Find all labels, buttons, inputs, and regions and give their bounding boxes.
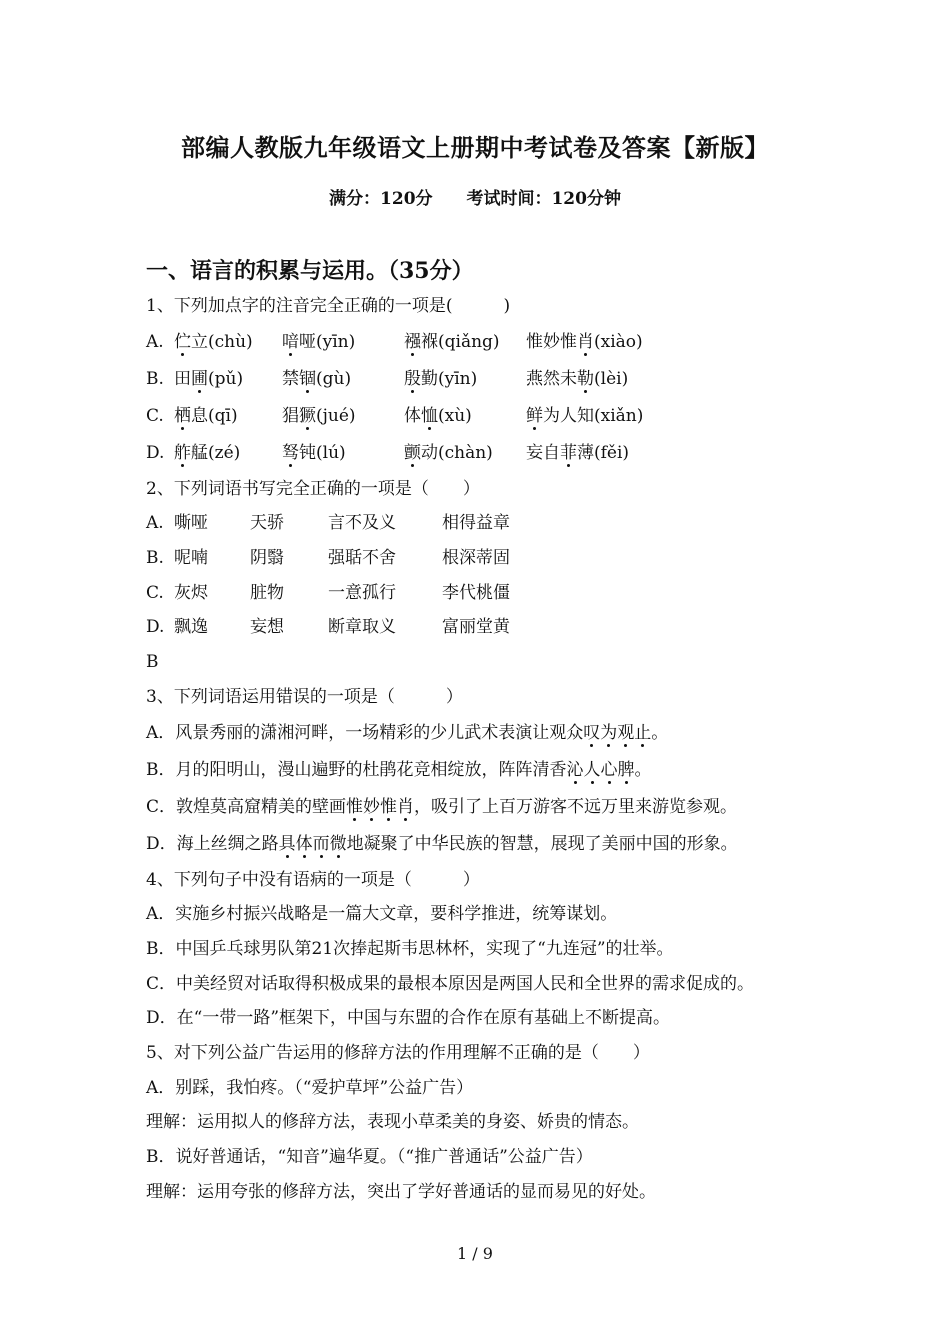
option-item: 喑哑(yīn): [282, 331, 356, 352]
option-item: 燕然未勒(lèi): [526, 368, 629, 389]
q2-option-b: [146, 541, 866, 576]
q2-option-a: [146, 506, 866, 541]
question-2-stem: 2、下列词语书写完全正确的一项是（ ）: [146, 478, 480, 499]
option-item: 伫立(chù): [174, 331, 253, 352]
dotted-word: 而: [312, 833, 330, 854]
option-item: 驽钝(lú): [282, 442, 346, 463]
q3-option-c: [146, 789, 866, 826]
word: 断章取义: [328, 617, 396, 638]
option-label: C.: [146, 582, 164, 603]
q3-option-a: [146, 715, 866, 752]
q3-option-b: [146, 752, 866, 789]
q1-option-d: [146, 435, 866, 472]
q5-explanation-a: 理解：运用拟人的修辞方法，表现小草柔美的身姿、娇贵的情态。: [146, 1112, 639, 1133]
dotted-word: 观: [617, 722, 635, 743]
dotted-word: 人: [583, 759, 601, 780]
question-5-stem: 5、对下列公益广告运用的修辞方法的作用理解不正确的是（ ）: [146, 1042, 650, 1063]
option-text: C．敦煌莫高窟精美的壁画: [146, 796, 347, 817]
exam-info: [0, 184, 950, 209]
option-label: D.: [146, 617, 165, 638]
q4-option-a: A．实施乡村振兴战略是一篇大文章，要科学推进，统筹谋划。: [146, 904, 618, 925]
dotted-word: 为: [600, 722, 618, 743]
q4-option-b: B．中国乒乓球男队第21次捧起斯韦思林杯，实现了“九连冠”的壮举。: [146, 938, 674, 959]
option-item: 惟妙惟肖(xiào): [526, 331, 643, 352]
dotted-word: 心: [600, 759, 618, 780]
word: 强聒不舍: [328, 548, 396, 569]
dotted-word: 止: [634, 722, 652, 743]
word: 妄想: [250, 617, 284, 638]
questions: [146, 289, 866, 1209]
option-text: A．风景秀丽的潇湘河畔，一场精彩的少儿武术表演让观众: [146, 722, 584, 743]
q1-option-c: [146, 398, 866, 435]
q1-option-b: [146, 361, 866, 398]
word: 富丽堂黄: [442, 617, 510, 638]
word: 呢喃: [174, 548, 208, 569]
q5-option-b: B．说好普通话，“知音”遍华夏。（“推广普通话”公益广告）: [146, 1147, 593, 1167]
exam-title: 部编人教版九年级语文上册期中考试卷及答案【新版】: [181, 133, 769, 162]
dotted-word: 惟: [346, 796, 364, 817]
word: 相得益章: [442, 513, 510, 534]
option-label: A.: [146, 513, 164, 534]
section-heading: 一、语言的积累与运用。（35分）: [146, 258, 474, 284]
dotted-word: 肖: [397, 796, 415, 817]
exam-time: 考试时间：120分钟: [466, 189, 621, 209]
q5-explanation-b: 理解：运用夸张的修辞方法，突出了学好普通话的显而易见的好处。: [146, 1181, 656, 1202]
option-label: B.: [146, 368, 164, 389]
option-item: 舴艋(zé): [174, 442, 241, 463]
q2-option-c: [146, 576, 866, 611]
q2-option-d: [146, 610, 866, 645]
dotted-word: 脾: [617, 759, 635, 780]
option-text: 。: [634, 759, 652, 780]
option-item: 田圃(pǔ): [174, 368, 244, 389]
question-1-stem: 1、下列加点字的注音完全正确的一项是( ): [146, 296, 511, 316]
option-text: 。: [651, 722, 669, 743]
q5-option-a: A．别踩，我怕疼。（“爱护草坪”公益广告）: [146, 1077, 474, 1098]
option-label: A.: [146, 331, 164, 352]
dotted-word: 具: [278, 833, 296, 854]
q4-option-d: D．在“一带一路”框架下，中国与东盟的合作在原有基础上不断提高。: [146, 1008, 671, 1029]
dotted-word: 惟: [380, 796, 398, 817]
page-number: 1 / 9: [457, 1244, 493, 1263]
q2-answer: B: [146, 652, 159, 673]
q1-option-a: [146, 324, 866, 361]
option-item: 栖息(qī): [174, 405, 238, 426]
option-text: ，吸引了上百万游客不远万里来游览参观。: [414, 796, 738, 817]
word: 一意孤行: [328, 582, 396, 603]
question-3-stem: 3、下列词语运用错误的一项是（ ）: [146, 686, 463, 707]
question-4-stem: 4、下列句子中没有语病的一项是（ ）: [146, 869, 480, 890]
dotted-word: 叹: [583, 722, 601, 743]
option-text: D．海上丝绸之路: [146, 833, 279, 854]
word: 嘶哑: [174, 513, 208, 534]
option-item: 妄自菲薄(fěi): [526, 442, 630, 463]
option-label: D.: [146, 442, 165, 463]
option-text: 地凝聚了中华民族的智慧，展现了美丽中国的形象。: [346, 833, 738, 854]
option-item: 颤动(chàn): [404, 442, 493, 463]
word: 脏物: [250, 582, 284, 603]
full-score: 满分：120分: [329, 189, 433, 209]
dotted-word: 体: [295, 833, 313, 854]
dotted-word: 沁: [566, 759, 584, 780]
option-text: B．月的阳明山，漫山遍野的杜鹃花竞相绽放，阵阵清香: [146, 759, 567, 780]
option-item: 禁锢(gù): [282, 368, 352, 389]
option-item: 体恤(xù): [404, 405, 472, 426]
option-item: 鲜为人知(xiǎn): [526, 405, 644, 426]
option-item: 襁褓(qiǎng): [404, 331, 500, 352]
word: 灰烬: [174, 582, 208, 603]
option-label: B.: [146, 548, 164, 569]
word: 李代桃僵: [442, 582, 510, 603]
word: 根深蒂固: [442, 548, 510, 569]
q4-option-c: C．中美经贸对话取得积极成果的最根本原因是两国人民和全世界的需求促成的。: [146, 973, 755, 994]
option-item: 猖獗(jué): [282, 405, 356, 426]
q3-option-d: [146, 826, 866, 863]
word: 阴翳: [250, 548, 284, 569]
dotted-word: 微: [329, 833, 347, 854]
word: 天骄: [250, 513, 284, 534]
option-label: C.: [146, 405, 164, 426]
dotted-word: 妙: [363, 796, 381, 817]
option-item: 殷勤(yīn): [404, 368, 478, 389]
word: 言不及义: [328, 513, 396, 534]
word: 飘逸: [174, 617, 208, 638]
